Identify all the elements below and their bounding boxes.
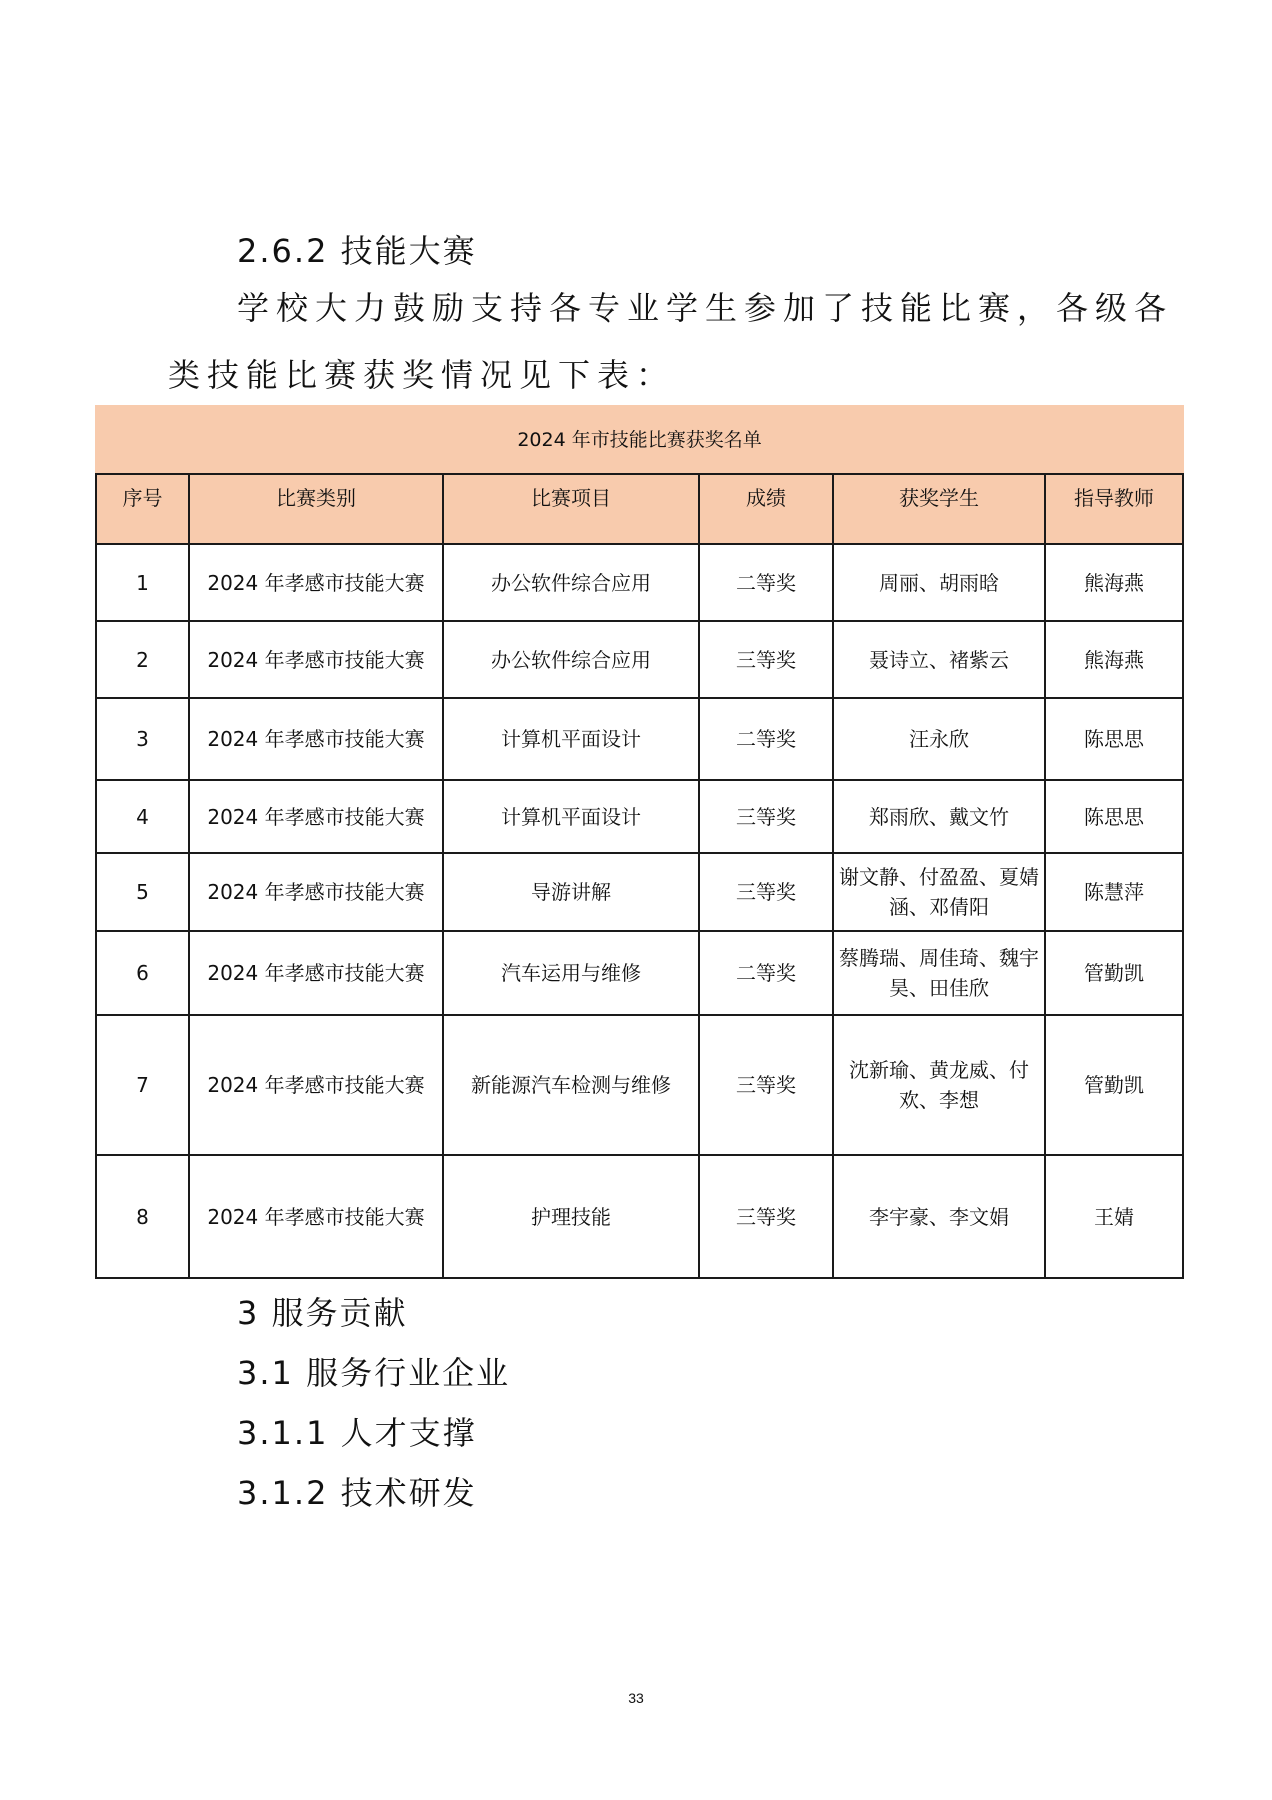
section-heading-3-1-2: 3.1.2 技术研发 [237, 1474, 477, 1512]
cell-category: 2024 年孝感市技能大赛 [189, 931, 443, 1015]
table-title-row [96, 406, 1183, 474]
cell-students: 周丽、胡雨晗 [833, 544, 1045, 621]
cell-event: 护理技能 [443, 1155, 699, 1278]
awards-table [95, 405, 1184, 1279]
cell-index: 6 [96, 931, 189, 1015]
table-row [96, 853, 1183, 931]
cell-instructor: 王婧 [1045, 1155, 1183, 1278]
cell-category: 2024 年孝感市技能大赛 [189, 853, 443, 931]
cell-category: 2024 年孝感市技能大赛 [189, 698, 443, 780]
section-heading-3: 3 服务贡献 [237, 1294, 408, 1332]
cell-instructor: 陈思思 [1045, 698, 1183, 780]
cell-students: 谢文静、付盈盈、夏婧涵、邓倩阳 [833, 853, 1045, 931]
header-winning-students: 获奖学生 [833, 474, 1045, 544]
cell-event: 计算机平面设计 [443, 780, 699, 853]
cell-instructor: 熊海燕 [1045, 621, 1183, 698]
section-heading-3-1-1: 3.1.1 人才支撑 [237, 1414, 477, 1452]
section-heading-3-1: 3.1 服务行业企业 [237, 1354, 511, 1392]
table-row [96, 1155, 1183, 1278]
cell-index: 5 [96, 853, 189, 931]
cell-event: 导游讲解 [443, 853, 699, 931]
intro-paragraph-line-1: 学校大力鼓励支持各专业学生参加了技能比赛，各级各 [237, 289, 1174, 327]
table-row [96, 544, 1183, 621]
cell-result: 三等奖 [699, 780, 833, 853]
cell-category: 2024 年孝感市技能大赛 [189, 544, 443, 621]
cell-instructor: 管勤凯 [1045, 931, 1183, 1015]
cell-instructor: 陈思思 [1045, 780, 1183, 853]
cell-students: 李宇豪、李文娟 [833, 1155, 1045, 1278]
table-row [96, 931, 1183, 1015]
cell-event: 汽车运用与维修 [443, 931, 699, 1015]
cell-index: 7 [96, 1015, 189, 1155]
cell-category: 2024 年孝感市技能大赛 [189, 1155, 443, 1278]
table-row [96, 621, 1183, 698]
cell-category: 2024 年孝感市技能大赛 [189, 780, 443, 853]
cell-result: 三等奖 [699, 621, 833, 698]
cell-index: 1 [96, 544, 189, 621]
cell-students: 聂诗立、褚紫云 [833, 621, 1045, 698]
section-heading-2-6-2: 2.6.2 技能大赛 [237, 232, 477, 270]
header-instructor: 指导教师 [1045, 474, 1183, 544]
table-row [96, 1015, 1183, 1155]
cell-students: 汪永欣 [833, 698, 1045, 780]
cell-event: 新能源汽车检测与维修 [443, 1015, 699, 1155]
header-competition-category: 比赛类别 [189, 474, 443, 544]
table-row [96, 698, 1183, 780]
cell-students: 沈新瑜、黄龙威、付欢、李想 [833, 1015, 1045, 1155]
cell-category: 2024 年孝感市技能大赛 [189, 621, 443, 698]
intro-paragraph-line-2: 类技能比赛获奖情况见下表： [168, 356, 676, 394]
cell-students: 郑雨欣、戴文竹 [833, 780, 1045, 853]
table-title: 2024 年市技能比赛获奖名单 [96, 406, 1183, 474]
cell-instructor: 熊海燕 [1045, 544, 1183, 621]
header-competition-event: 比赛项目 [443, 474, 699, 544]
cell-event: 办公软件综合应用 [443, 621, 699, 698]
cell-result: 三等奖 [699, 1155, 833, 1278]
header-index: 序号 [96, 474, 189, 544]
header-result: 成绩 [699, 474, 833, 544]
cell-result: 二等奖 [699, 931, 833, 1015]
cell-index: 2 [96, 621, 189, 698]
cell-event: 办公软件综合应用 [443, 544, 699, 621]
cell-instructor: 管勤凯 [1045, 1015, 1183, 1155]
cell-index: 8 [96, 1155, 189, 1278]
cell-index: 3 [96, 698, 189, 780]
table-row [96, 780, 1183, 853]
cell-index: 4 [96, 780, 189, 853]
cell-students: 蔡腾瑞、周佳琦、魏宇昊、田佳欣 [833, 931, 1045, 1015]
cell-result: 二等奖 [699, 698, 833, 780]
cell-result: 三等奖 [699, 1015, 833, 1155]
page-number: 33 [628, 1690, 644, 1706]
cell-result: 三等奖 [699, 853, 833, 931]
cell-category: 2024 年孝感市技能大赛 [189, 1015, 443, 1155]
cell-instructor: 陈慧萍 [1045, 853, 1183, 931]
table-header-row [96, 474, 1183, 544]
cell-result: 二等奖 [699, 544, 833, 621]
cell-event: 计算机平面设计 [443, 698, 699, 780]
